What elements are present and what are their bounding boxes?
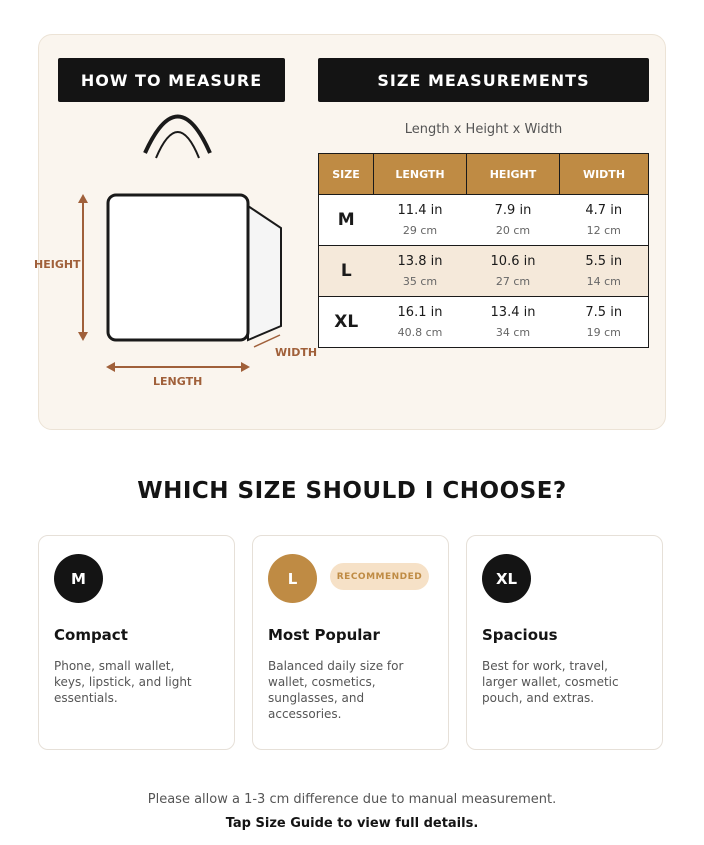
cm-value: 29 cm (402, 224, 438, 237)
size-cell: XL (319, 297, 374, 348)
table-row (319, 297, 649, 348)
height-arrow-head-top (78, 194, 88, 203)
size-cell: M (319, 195, 374, 246)
inch-value: 11.4 in (397, 203, 443, 218)
size-badge-m: M (54, 554, 103, 603)
inch-value: 4.7 in (585, 203, 623, 218)
cm-value: 20 cm (495, 224, 531, 237)
bag-diagram (30, 108, 330, 398)
width-cell (560, 297, 649, 348)
card-title: Compact (54, 626, 128, 644)
cm-value: 35 cm (402, 275, 438, 288)
how-to-measure-header: HOW TO MEASURE (58, 58, 285, 102)
dimensions-subtitle: Length x Height x Width (404, 122, 563, 137)
column-header-height: HEIGHT (467, 154, 560, 195)
size-cell: L (319, 246, 374, 297)
size-guide-cta[interactable]: Tap Size Guide to view full details. (225, 816, 479, 831)
size-card-m[interactable] (38, 535, 235, 750)
cm-value: 40.8 cm (397, 326, 443, 339)
card-description: Balanced daily size for wallet, cosmetics, sunglasses, and accessories. (268, 659, 404, 721)
size-card-xl[interactable] (466, 535, 663, 750)
card-description: Phone, small wallet, keys, lipstick, and light essentials. (54, 659, 192, 705)
height-label: HEIGHT (34, 258, 81, 271)
column-header-width: WIDTH (560, 154, 649, 195)
recommended-badge: RECOMMENDED (330, 563, 429, 590)
inch-value: 5.5 in (585, 254, 623, 269)
size-card-l[interactable] (252, 535, 449, 750)
length-cell (374, 246, 467, 297)
bag-side-panel (248, 206, 281, 340)
measurement-note: Please allow a 1-3 cm difference due to manual measurement. (147, 792, 557, 807)
size-table (318, 153, 649, 348)
card-description: Best for work, travel, larger wallet, cosmetic pouch, and extras. (482, 659, 619, 705)
width-cell (560, 246, 649, 297)
size-table-header-row (319, 154, 649, 195)
bag-handle-outer (145, 117, 210, 154)
inch-value: 16.1 in (397, 305, 443, 320)
table-row (319, 195, 649, 246)
height-cell (467, 195, 560, 246)
height-cell (467, 246, 560, 297)
cm-value: 19 cm (586, 326, 621, 339)
size-measurements-header: SIZE MEASUREMENTS (318, 58, 649, 102)
card-title: Spacious (482, 626, 558, 644)
bag-body (108, 195, 248, 340)
length-arrow-head-right (241, 362, 250, 372)
cm-value: 34 cm (495, 326, 531, 339)
inch-value: 10.6 in (490, 254, 536, 269)
table-row (319, 246, 649, 297)
column-header-length: LENGTH (374, 154, 467, 195)
cm-value: 27 cm (495, 275, 531, 288)
inch-value: 7.9 in (494, 203, 532, 218)
length-cell (374, 297, 467, 348)
height-arrow-head-bottom (78, 332, 88, 341)
size-badge-l: L (268, 554, 317, 603)
bag-handle-inner (156, 132, 199, 158)
card-title: Most Popular (268, 626, 380, 644)
inch-value: 13.4 in (490, 305, 536, 320)
which-size-heading: WHICH SIZE SHOULD I CHOOSE? (137, 478, 567, 504)
inch-value: 7.5 in (585, 305, 623, 320)
inch-value: 13.8 in (397, 254, 443, 269)
length-cell (374, 195, 467, 246)
height-cell (467, 297, 560, 348)
column-header-size: SIZE (319, 154, 374, 195)
cm-value: 14 cm (586, 275, 621, 288)
cm-value: 12 cm (586, 224, 621, 237)
width-label: WIDTH (275, 346, 318, 359)
length-arrow-head-left (106, 362, 115, 372)
width-cell (560, 195, 649, 246)
size-badge-xl: XL (482, 554, 531, 603)
length-label: LENGTH (153, 375, 203, 388)
